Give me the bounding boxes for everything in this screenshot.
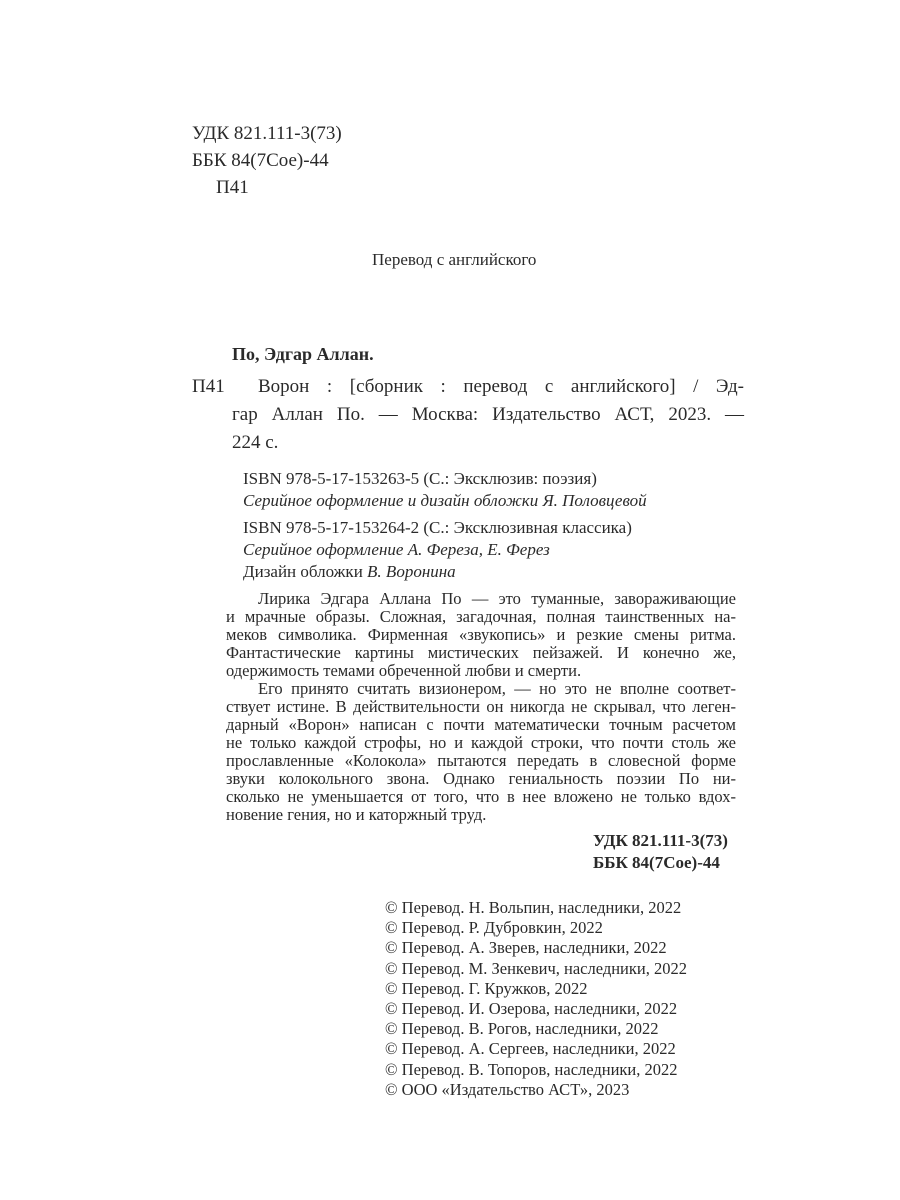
isbn: ISBN 978-5-17-153263-5 (С.: Эксклюзив: поэзия) xyxy=(243,469,597,488)
annotation-line: Его принято считать визионером, — но это не вполне соответ- xyxy=(258,679,736,698)
cover-designer: В. Воронина xyxy=(367,562,456,581)
entry-line: Ворон : [сборник : перевод с английского] / Эд- xyxy=(258,376,744,397)
classification-codes xyxy=(593,830,728,874)
entry-author: По, Эдгар Аллан. xyxy=(232,344,374,364)
copyright-line: © Перевод. А. Сергеев, наследники, 2022 xyxy=(385,1039,676,1059)
annotation-line: Фантастические картины мистических пейзажей. И конечно же, xyxy=(226,643,736,662)
copyright-line: © Перевод. Р. Дубровкин, 2022 xyxy=(385,918,603,938)
series-design: Серийное оформление и дизайн обложки Я. Половцевой xyxy=(243,491,647,510)
copyright-line: © Перевод. А. Зверев, наследники, 2022 xyxy=(385,938,667,958)
bbk-code: ББК 84(7Сое)-44 xyxy=(593,853,720,872)
udk-code: УДК 821.111-3(73) xyxy=(192,123,342,144)
annotation-line: сколько не уменьшается от того, что в нее вложено не только вдох- xyxy=(226,787,736,806)
entry-mark: П41 xyxy=(192,376,225,397)
author-mark: П41 xyxy=(216,177,249,198)
cover-design-label: Дизайн обложки xyxy=(243,562,368,581)
annotation-line: звуки колокольного звона. Однако гениальность поэзии По ни- xyxy=(226,769,736,788)
isbn-block xyxy=(243,517,632,583)
copyright-line: © Перевод. В. Топоров, наследники, 2022 xyxy=(385,1059,678,1079)
annotation-line: одержимость темами обреченной любви и смерти. xyxy=(226,661,582,680)
entry-line: 224 с. xyxy=(232,432,279,453)
copyright-list xyxy=(385,898,687,1100)
copyright-line: © Перевод. М. Зенкевич, наследники, 2022 xyxy=(385,958,687,978)
annotation-line: дарный «Ворон» написан с почти математически точным расчетом xyxy=(226,715,736,734)
udk-code: УДК 821.111-3(73) xyxy=(593,831,728,850)
bibliographic-entry xyxy=(232,373,744,457)
annotation-line: новение гения, но и каторжный труд. xyxy=(226,805,487,824)
copyright-line: © Перевод. В. Рогов, наследники, 2022 xyxy=(385,1019,659,1039)
entry-line: гар Аллан По. — Москва: Издательство АСТ, 2023. — xyxy=(232,404,744,425)
copyright-line: © Перевод. Н. Вольпин, наследники, 2022 xyxy=(385,898,682,917)
annotation-line: не только каждой строфы, но и каждой строки, что почти столь же xyxy=(226,733,736,752)
isbn: ISBN 978-5-17-153264-2 (С.: Эксклюзивная классика) xyxy=(243,518,632,537)
copyright-line: © ООО «Издательство АСТ», 2023 xyxy=(385,1079,630,1099)
annotation-line: Лирика Эдгара Аллана По — это туманные, завораживающие xyxy=(258,589,736,608)
annotation-line: ствует истине. В действительности он никогда не скрывал, что леген- xyxy=(226,697,736,716)
translation-note: Перевод с английского xyxy=(372,250,537,269)
copyright-line: © Перевод. И. Озерова, наследники, 2022 xyxy=(385,999,678,1019)
annotation xyxy=(226,590,736,824)
annotation-line: меков символика. Фирменная «звукопись» и резкие смены ритма. xyxy=(226,625,736,644)
annotation-line: и мрачные образы. Сложная, загадочная, полная таинственных на- xyxy=(226,607,736,626)
annotation-line: прославленные «Колокола» пытаются передать в словесной форме xyxy=(226,751,736,770)
isbn-block xyxy=(243,468,647,512)
series-design: Серийное оформление А. Фереза, Е. Ферез xyxy=(243,540,550,559)
bbk-code: ББК 84(7Сое)-44 xyxy=(192,150,329,171)
copyright-line: © Перевод. Г. Кружков, 2022 xyxy=(385,978,588,998)
